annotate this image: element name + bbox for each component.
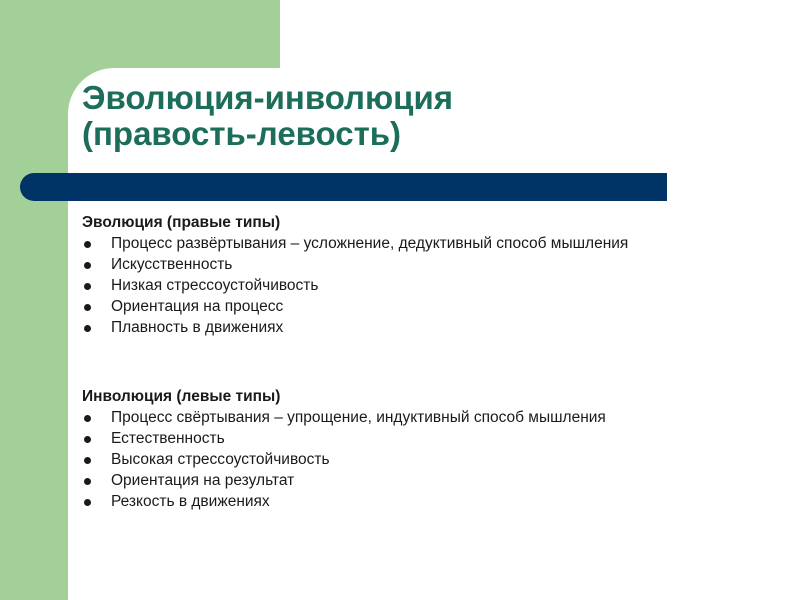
list-item — [82, 296, 782, 317]
bullet-dot-icon — [84, 241, 91, 248]
section-spacer — [82, 338, 782, 386]
list-item-text: Резкость в движениях — [111, 493, 270, 510]
list-item — [82, 233, 782, 254]
list-item — [82, 470, 782, 491]
decorative-green-band-left — [0, 0, 68, 600]
slide-title-line-2: (правость-левость) — [82, 115, 402, 152]
list-item — [82, 275, 782, 296]
bullet-dot-icon — [84, 415, 91, 422]
list-item-text: Процесс развёртывания – усложнение, дедуктивный способ мышления — [111, 235, 629, 252]
slide-title-line-1: Эволюция-инволюция — [82, 79, 454, 116]
section-evolution — [82, 212, 782, 338]
bullet-dot-icon — [84, 283, 91, 290]
bullet-list — [82, 407, 782, 512]
list-item — [82, 317, 782, 338]
section-heading: Инволюция (левые типы) — [82, 388, 281, 405]
list-item — [82, 491, 782, 512]
title-divider-bar — [20, 173, 667, 201]
bullet-dot-icon — [84, 325, 91, 332]
list-item-text: Искусственность — [111, 256, 233, 273]
list-item — [82, 407, 782, 428]
slide-body — [82, 212, 782, 512]
list-item-text: Естественность — [111, 430, 225, 447]
bullet-dot-icon — [84, 262, 91, 269]
list-item-text: Процесс свёртывания – упрощение, индуктивный способ мышления — [111, 409, 606, 426]
bullet-dot-icon — [84, 478, 91, 485]
bullet-dot-icon — [84, 457, 91, 464]
list-item-text: Высокая стрессоустойчивость — [111, 451, 330, 468]
list-item — [82, 254, 782, 275]
list-item-text: Ориентация на результат — [111, 472, 295, 489]
bullet-dot-icon — [84, 304, 91, 311]
section-heading: Эволюция (правые типы) — [82, 214, 281, 231]
list-item — [82, 449, 782, 470]
list-item — [82, 428, 782, 449]
bullet-list — [82, 233, 782, 338]
list-item-text: Ориентация на процесс — [111, 298, 284, 315]
slide-title — [82, 80, 722, 152]
bullet-dot-icon — [84, 436, 91, 443]
list-item-text: Низкая стрессоустойчивость — [111, 277, 319, 294]
section-involution — [82, 386, 782, 512]
list-item-text: Плавность в движениях — [111, 319, 284, 336]
bullet-dot-icon — [84, 499, 91, 506]
